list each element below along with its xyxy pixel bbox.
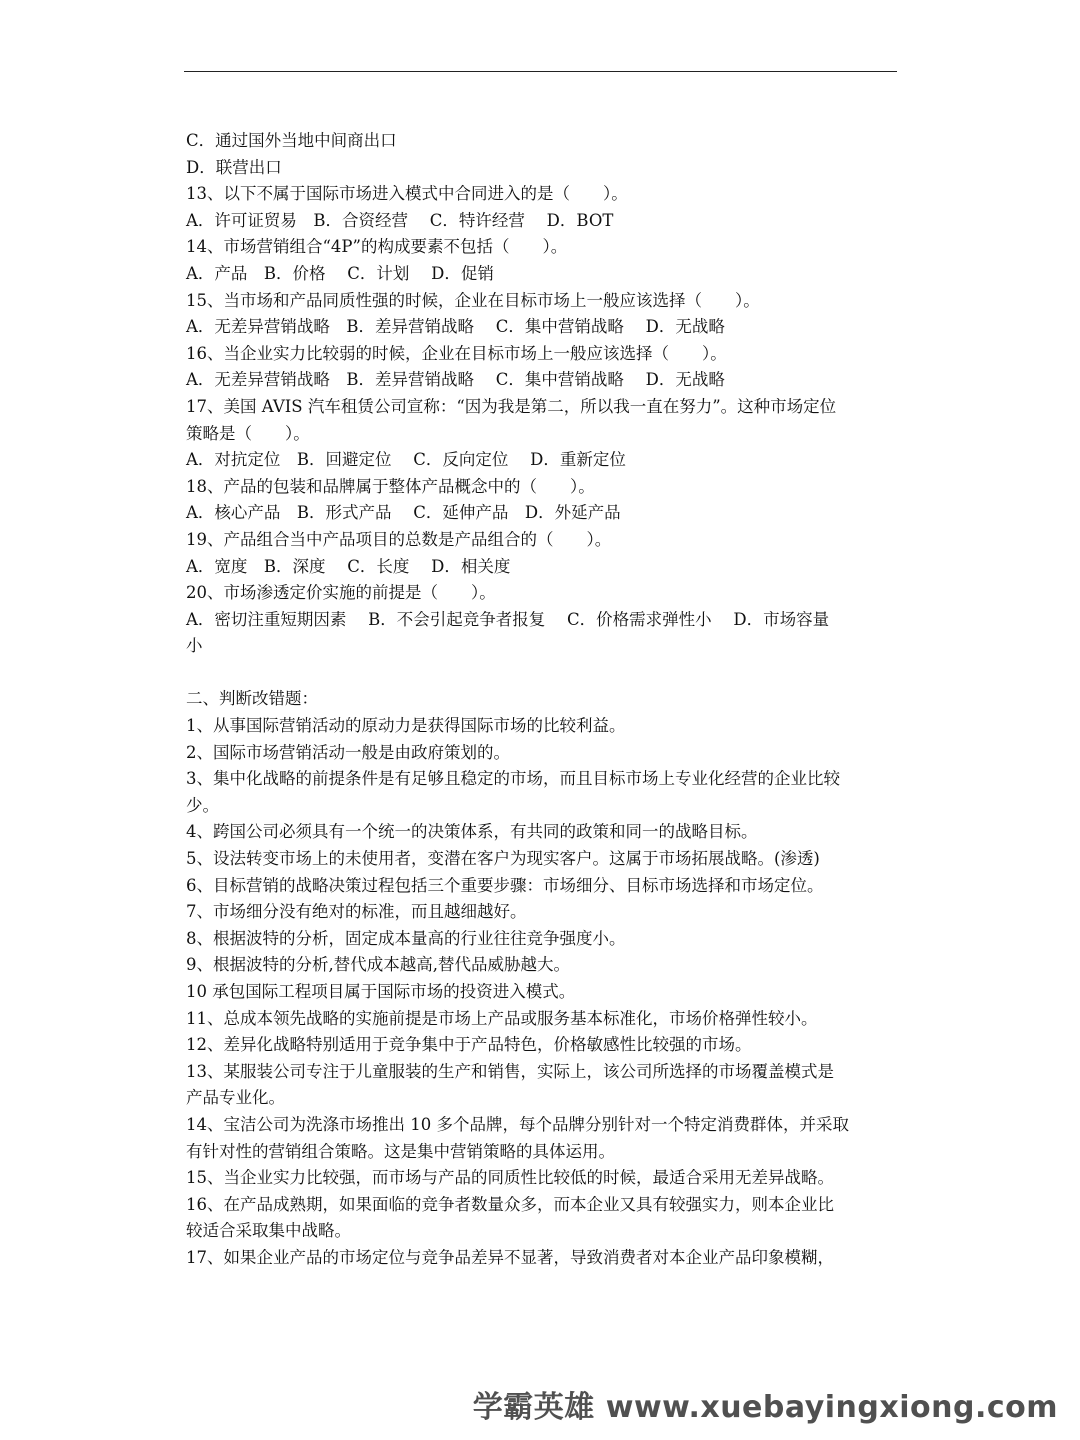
judgment-item: 13、某服装公司专注于儿童服装的生产和销售，实际上，该公司所选择的市场覆盖模式是 (186, 1061, 834, 1081)
judgment-item: 较适合采取集中战略。 (186, 1221, 351, 1241)
judgment-item: 3、集中化战略的前提条件是有足够且稳定的市场，而且目标市场上专业化经营的企业比较 (186, 769, 840, 789)
multiple-choice-section (186, 128, 898, 660)
section-heading: 二、判断改错题： (186, 689, 318, 709)
options-15: A．无差异营销战略 B．差异营销战略 C．集中营销战略 D．无战略 (186, 317, 725, 337)
page-content (186, 128, 898, 1272)
text-line: C．通过国外当地中间商出口 (186, 131, 397, 150)
options-18: A．核心产品 B．形式产品 C．延伸产品 D．外延产品 (186, 503, 621, 523)
judgment-item: 产品专业化。 (186, 1088, 285, 1108)
question-20: 20、市场渗透定价实施的前提是（ ）。 (186, 583, 496, 603)
judgment-section (186, 686, 898, 1271)
judgment-item: 16、在产品成熟期，如果面临的竞争者数量众多，而本企业又具有较强实力，则本企业比 (186, 1194, 834, 1214)
section-gap (186, 660, 898, 687)
judgment-item: 2、国际市场营销活动一般是由政府策划的。 (186, 742, 510, 762)
judgment-item: 10 承包国际工程项目属于国际市场的投资进入模式。 (186, 982, 576, 1001)
options-20-cont: 小 (186, 636, 203, 656)
judgment-item: 11、总成本领先战略的实施前提是市场上产品或服务基本标准化，市场价格弹性较小。 (186, 1008, 818, 1028)
question-13: 13、以下不属于国际市场进入模式中合同进入的是（ ）。 (186, 184, 628, 204)
judgment-item: 12、差异化战略特别适用于竞争集中于产品特色，价格敏感性比较强的市场。 (186, 1035, 752, 1055)
judgment-item: 5、设法转变市场上的未使用者，变潜在客户为现实客户。这属于市场拓展战略。(渗透) (186, 849, 820, 869)
judgment-item: 15、当企业实力比较强，而市场与产品的同质性比较低的时候，最适合采用无差异战略。 (186, 1168, 834, 1188)
judgment-item: 4、跨国公司必须具有一个统一的决策体系，有共同的政策和同一的战略目标。 (186, 822, 758, 842)
options-20: A．密切注重短期因素 B．不会引起竞争者报复 C．价格需求弹性小 D．市场容量 (186, 609, 830, 629)
question-15: 15、当市场和产品同质性强的时候，企业在目标市场上一般应该选择（ ）。 (186, 290, 760, 310)
judgment-item: 9、根据波特的分析,替代成本越高,替代品威胁越大。 (186, 955, 570, 975)
question-17-cont: 策略是（ ）。 (186, 423, 310, 443)
judgment-item: 17、如果企业产品的市场定位与竞争品差异不显著，导致消费者对本企业产品印象模糊， (186, 1247, 834, 1267)
question-19: 19、产品组合当中产品项目的总数是产品组合的（ ）。 (186, 529, 612, 549)
judgment-item: 8、根据波特的分析，固定成本量高的行业往往竞争强度小。 (186, 928, 626, 948)
judgment-item: 少。 (186, 795, 219, 815)
options-16: A．无差异营销战略 B．差异营销战略 C．集中营销战略 D．无战略 (186, 370, 725, 390)
options-19: A．宽度 B．深度 C．长度 D．相关度 (186, 556, 511, 576)
options-13: A．许可证贸易 B．合资经营 C．特许经营 D．BOT (186, 210, 614, 230)
judgment-item: 1、从事国际营销活动的原动力是获得国际市场的比较利益。 (186, 716, 626, 736)
text-line: D．联营出口 (186, 157, 282, 177)
question-17: 17、美国 AVIS 汽车租赁公司宣称：“因为我是第二，所以我一直在努力”。这种市场定位 (186, 396, 837, 416)
judgment-item: 有针对性的营销组合策略。这是集中营销策略的具体运用。 (186, 1141, 615, 1161)
judgment-item: 14、宝洁公司为洗涤市场推出 10 多个品牌，每个品牌分别针对一个特定消费群体，并采取 (186, 1114, 849, 1134)
judgment-item: 6、目标营销的战略决策过程包括三个重要步骤：市场细分、目标市场选择和市场定位。 (186, 875, 824, 895)
options-17: A．对抗定位 B．回避定位 C．反向定位 D．重新定位 (186, 450, 626, 470)
watermark-text: 学霸英雄 www.xuebayingxiong.com (472, 1390, 1058, 1425)
judgment-item: 7、市场细分没有绝对的标准，而且越细越好。 (186, 902, 527, 922)
question-14: 14、市场营销组合“4P”的构成要素不包括（ ）。 (186, 237, 568, 257)
question-16: 16、当企业实力比较弱的时候，企业在目标市场上一般应该选择（ ）。 (186, 343, 727, 363)
question-18: 18、产品的包装和品牌属于整体产品概念中的（ ）。 (186, 476, 595, 496)
options-14: A．产品 B．价格 C．计划 D．促销 (186, 263, 494, 283)
header-rule (184, 71, 897, 72)
